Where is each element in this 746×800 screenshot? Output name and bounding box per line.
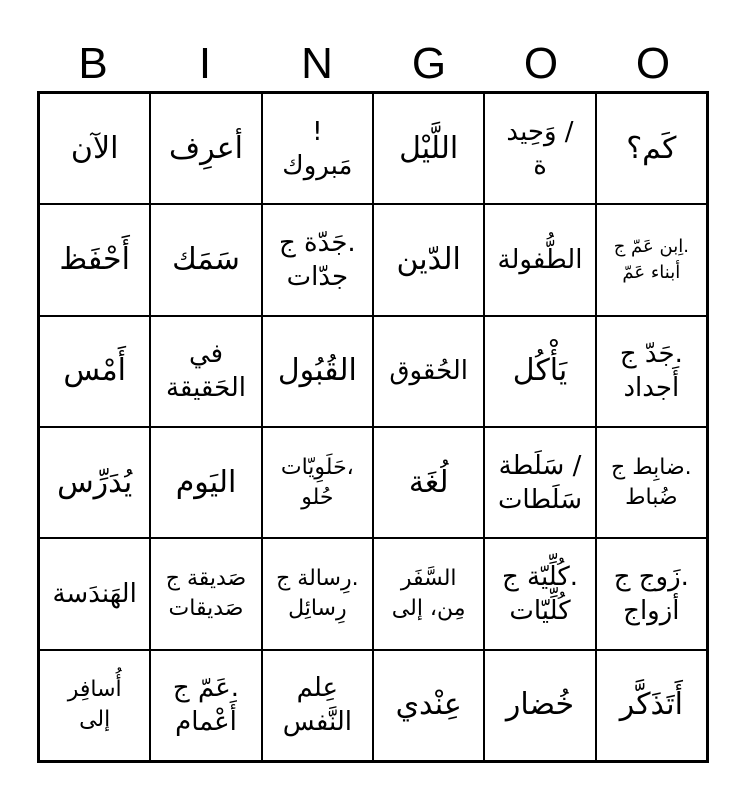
header-letter-o1: O xyxy=(523,39,559,88)
cell-text: الحُقوق xyxy=(389,356,469,387)
cell-text: لُغَة xyxy=(408,464,449,500)
cell-text: في xyxy=(188,339,224,370)
cell-text: .عَمّ ج xyxy=(172,673,240,704)
bingo-cell[interactable] xyxy=(373,204,484,315)
cell-text: أَعْمام xyxy=(175,707,237,738)
cell-text: .رِسالة ج xyxy=(276,565,359,591)
cell-text: أَتَذَكَّر xyxy=(619,687,683,723)
bingo-cell[interactable] xyxy=(262,316,373,427)
cell-text: .زَوج ج xyxy=(613,561,689,592)
bingo-cell[interactable] xyxy=(39,93,150,204)
cell-text: .كُلِّيّة ج xyxy=(501,561,579,592)
bingo-cell[interactable] xyxy=(262,538,373,649)
cell-text: أُسافِر xyxy=(67,677,122,703)
bingo-board xyxy=(37,91,709,763)
cell-text: كَم؟ xyxy=(626,130,677,166)
bingo-cell[interactable] xyxy=(596,316,707,427)
bingo-cell[interactable] xyxy=(596,650,707,761)
bingo-cell[interactable] xyxy=(596,93,707,204)
cell-text: أعرِف xyxy=(169,130,243,166)
bingo-cell[interactable] xyxy=(150,204,261,315)
cell-text: رِسائِل xyxy=(288,595,347,621)
cell-text: جدّات xyxy=(286,261,349,292)
bingo-cell[interactable] xyxy=(484,650,595,761)
bingo-cell[interactable] xyxy=(484,93,595,204)
cell-text: صَديقة ج xyxy=(165,565,247,591)
bingo-cell[interactable] xyxy=(150,316,261,427)
bingo-cell[interactable] xyxy=(373,538,484,649)
cell-text: عِنْدي xyxy=(395,687,462,723)
bingo-cell[interactable] xyxy=(484,538,595,649)
cell-text: أَجداد xyxy=(623,373,680,404)
bingo-cell[interactable] xyxy=(262,427,373,538)
cell-text: كُلِّيّات xyxy=(509,595,571,626)
bingo-cell[interactable] xyxy=(596,427,707,538)
cell-text: ضُباط xyxy=(625,484,678,510)
bingo-cell[interactable] xyxy=(150,538,261,649)
cell-text: إلى xyxy=(79,707,111,733)
bingo-cell[interactable] xyxy=(262,93,373,204)
cell-text: / وَحِيد xyxy=(506,116,574,147)
cell-text: خُضار xyxy=(505,687,575,723)
cell-text: القُبُول xyxy=(277,353,357,389)
header-letter-i: I xyxy=(198,39,212,88)
cell-text: يَأْكُل xyxy=(512,353,568,389)
cell-text: الحَقيقة xyxy=(165,373,247,404)
bingo-cell[interactable] xyxy=(150,650,261,761)
cell-text: سَلَطات xyxy=(497,484,583,515)
header-letter-g: G xyxy=(411,39,447,88)
cell-text: اللَّيْل xyxy=(399,130,459,166)
bingo-cell[interactable] xyxy=(484,316,595,427)
cell-text: ة xyxy=(533,150,547,181)
bingo-cell[interactable] xyxy=(373,427,484,538)
cell-text: / سَلَطة xyxy=(498,450,582,481)
cell-text: السَّفَر xyxy=(400,565,457,591)
cell-text: أزواج xyxy=(623,595,680,626)
bingo-cell[interactable] xyxy=(39,427,150,538)
bingo-header xyxy=(37,38,709,90)
bingo-cell[interactable] xyxy=(39,316,150,427)
cell-text: ! xyxy=(312,116,323,147)
header-letter-n: N xyxy=(301,39,333,88)
bingo-cell[interactable] xyxy=(150,427,261,538)
cell-text: .جَدّ ج xyxy=(619,339,683,370)
bingo-cell[interactable] xyxy=(373,650,484,761)
cell-text: أبناء عَمّ xyxy=(622,261,681,283)
cell-text: .ضابِط ج xyxy=(611,454,692,480)
cell-text: ،حَلَوِيّات xyxy=(280,454,354,480)
cell-text: مِن، إلى xyxy=(391,595,466,621)
cell-text: مَبروك xyxy=(282,150,353,181)
bingo-cell[interactable] xyxy=(39,204,150,315)
bingo-cell[interactable] xyxy=(484,204,595,315)
cell-text: سَمَك xyxy=(172,241,240,277)
bingo-cell[interactable] xyxy=(373,93,484,204)
cell-text: يُدَرِّس xyxy=(57,464,133,500)
cell-text: الدّين xyxy=(396,241,461,277)
cell-text: .اِبن عَمّ ج xyxy=(613,235,689,257)
cell-text: النَّفس xyxy=(282,707,352,738)
bingo-cell[interactable] xyxy=(596,538,707,649)
bingo-cell[interactable] xyxy=(262,204,373,315)
cell-text: الطُّفولة xyxy=(497,244,583,275)
bingo-cell[interactable] xyxy=(596,204,707,315)
bingo-cell[interactable] xyxy=(39,538,150,649)
cell-text: أَمْس xyxy=(63,353,126,389)
bingo-cell[interactable] xyxy=(484,427,595,538)
cell-text: الآن xyxy=(70,130,119,166)
bingo-cell[interactable] xyxy=(373,316,484,427)
cell-text: صَديقات xyxy=(168,595,244,621)
cell-text: الهَندَسة xyxy=(52,578,137,609)
bingo-cell[interactable] xyxy=(39,650,150,761)
cell-text: .جَدّة ج xyxy=(279,227,356,258)
header-letter-o2: O xyxy=(635,39,671,88)
cell-text: عِلم xyxy=(296,673,339,704)
bingo-cell[interactable] xyxy=(262,650,373,761)
cell-text: اليَوم xyxy=(175,464,237,500)
cell-text: أَحْفَظ xyxy=(59,241,130,277)
header-letter-b: B xyxy=(78,39,108,88)
bingo-cell[interactable] xyxy=(150,93,261,204)
cell-text: حُلو xyxy=(301,484,334,510)
